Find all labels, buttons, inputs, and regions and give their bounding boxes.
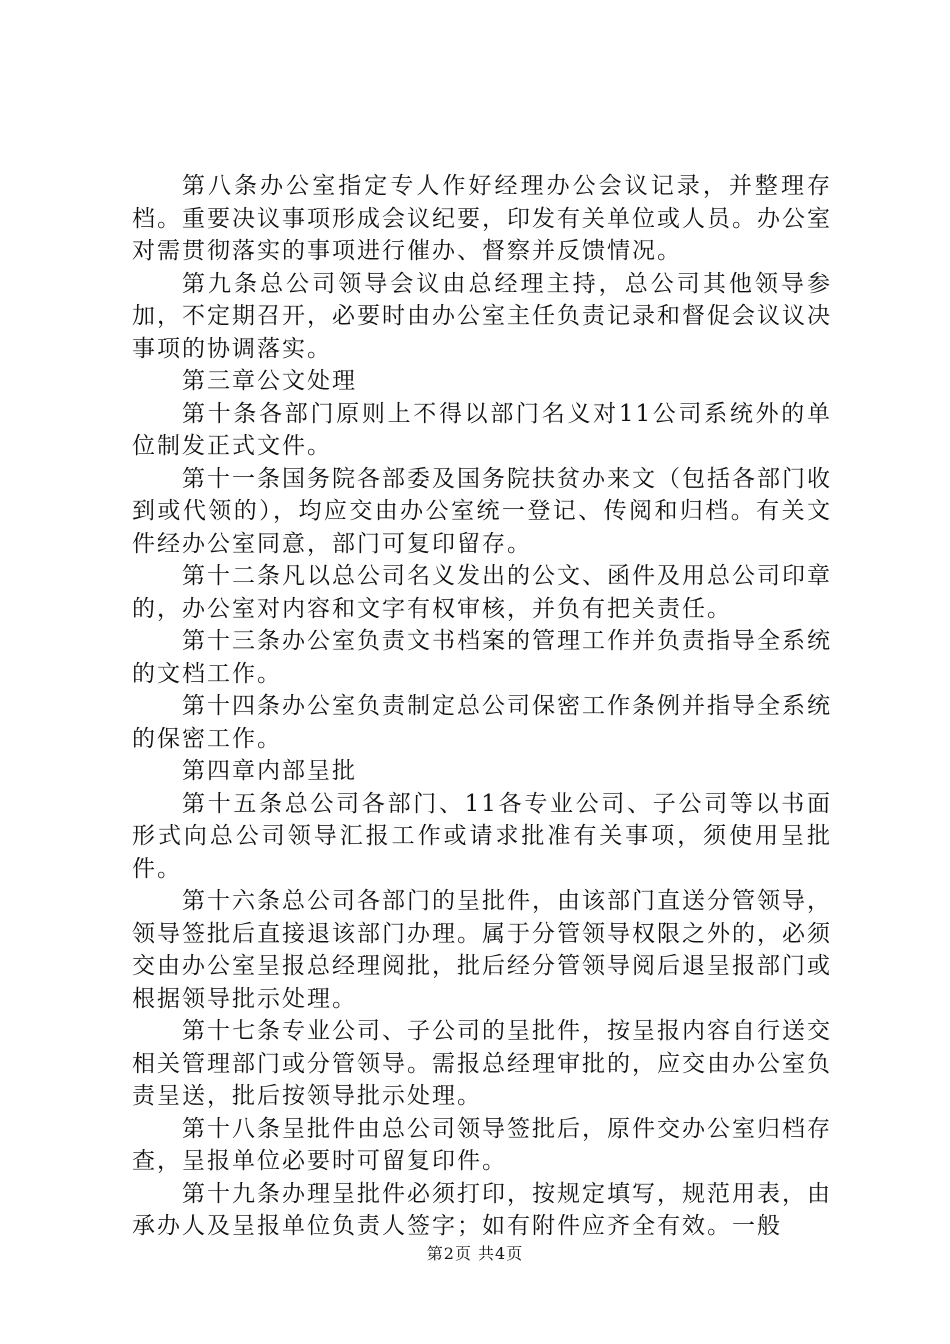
chapter-heading-4: 第四章内部呈批 [182, 758, 357, 784]
paragraph-article-13: 第十三条办公室负责文书档案的管理工作并负责指导全系统的文档工作。 [132, 628, 832, 687]
paragraph-article-19: 第十九条办理呈批件必须打印，按规定填写，规范用表，由承办人及呈报单位负责人签字；如有附件应齐全有效。一般 [132, 1180, 832, 1239]
paragraph-article-17: 第十七条专业公司、子公司的呈批件，按呈报内容自行送交相关管理部门或分管领导。需报总经理审批的，应交由办公室负责呈送，批后按领导批示处理。 [132, 1018, 832, 1109]
paragraph-article-11: 第十一条国务院各部委及国务院扶贫办来文（包括各部门收到或代领的），均应交由办公室统一登记、传阅和归档。有关文件经办公室同意，部门可复印留存。 [132, 465, 832, 557]
page-number-label: 第2页 共4页 [426, 1244, 524, 1263]
document-body [132, 170, 832, 1243]
paragraph-article-10: 第十条各部门原则上不得以部门名义对11公司系统外的单位制发正式文件。 [132, 400, 832, 459]
chapter-heading-3: 第三章公文处理 [182, 368, 357, 394]
paragraph-article-12: 第十二条凡以总公司名义发出的公文、函件及用总公司印章的，办公室对内容和文字有权审核，并负有把关责任。 [132, 563, 832, 622]
paragraph-article-14: 第十四条办公室负责制定总公司保密工作条例并指导全系统的保密工作。 [132, 693, 832, 752]
paragraph-article-18: 第十八条呈批件由总公司领导签批后，原件交办公室归档存查，呈报单位必要时可留复印件。 [132, 1115, 832, 1174]
page-footer [0, 1242, 950, 1266]
paragraph-article-8: 第八条办公室指定专人作好经理办公会议记录，并整理存档。重要决议事项形成会议纪要，印发有关单位或人员。办公室对需贯彻落实的事项进行催办、督察并反馈情况。 [132, 173, 832, 264]
paragraph-article-15: 第十五条总公司各部门、11各专业公司、子公司等以书面形式向总公司领导汇报工作或请求批准有关事项，须使用呈批件。 [132, 790, 832, 882]
paragraph-article-16: 第十六条总公司各部门的呈批件，由该部门直送分管领导，领导签批后直接退该部门办理。属于分管领导权限之外的，必须交由办公室呈报总经理阅批，批后经分管领导阅后退呈报部门或根据领导批示处理。 [132, 888, 832, 1012]
paragraph-article-9: 第九条总公司领导会议由总经理主持，总公司其他领导参加，不定期召开，必要时由办公室主任负责记录和督促会议议决事项的协调落实。 [132, 270, 832, 362]
